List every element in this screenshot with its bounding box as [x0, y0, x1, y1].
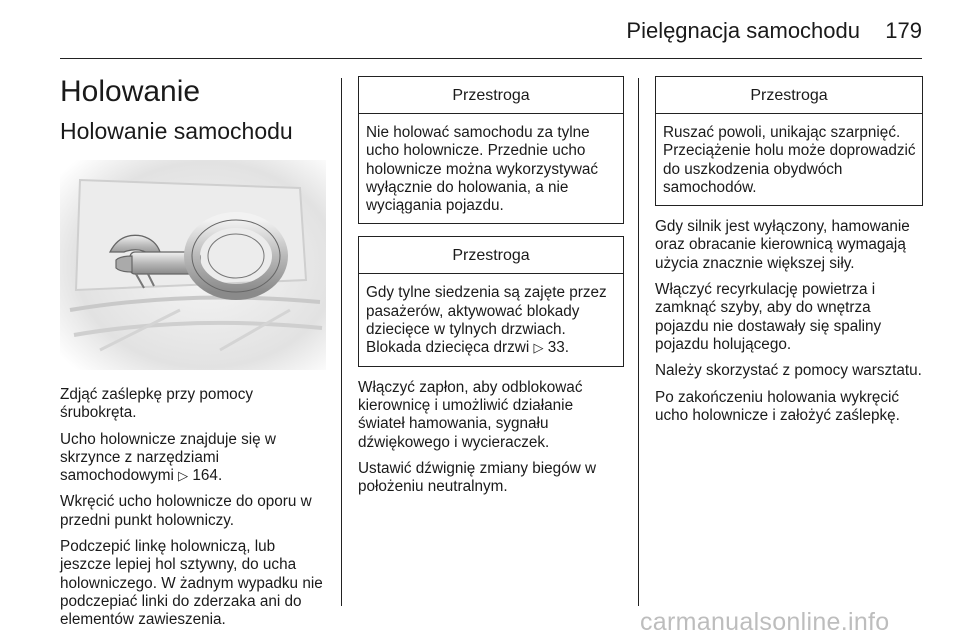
paragraph: Ustawić dźwignię zmiany biegów w położeniu neutralnym. — [358, 459, 597, 496]
column-3 — [655, 70, 923, 433]
paragraph: Podczepić linkę holowniczą, lub jeszcze lepiej hol sztywny, do ucha holowniczego. W żadnym wypadku nie podczepiać linki do zderzaka ani do elementów zawieszenia. — [60, 538, 323, 629]
caution-box — [358, 236, 624, 366]
paragraph: Włączyć recyrkulację powietrza i zamknąć szyby, aby do wnętrza pojazdu nie dostawały się spaliny pojazdu holującego. — [655, 281, 882, 353]
paragraph: Zdjąć zaślepkę przy pomocy śrubokręta. — [60, 386, 253, 422]
section-title: Pielęgnacja samochodu — [626, 18, 860, 43]
caution-title: Przestroga — [359, 237, 623, 274]
column-divider — [341, 78, 342, 606]
caution-title: Przestroga — [656, 77, 922, 114]
header-divider — [60, 58, 922, 59]
page-header — [0, 0, 960, 60]
page-number: 179 — [885, 18, 922, 43]
tow-hook-illustration — [60, 160, 326, 370]
paragraph: Należy skorzystać z pomocy warsztatu. — [655, 362, 922, 380]
column-2 — [358, 70, 624, 504]
column-divider — [638, 78, 639, 606]
page-reference-arrow-icon: ▷ — [178, 468, 189, 484]
paragraph: Po zakończeniu holowania wykręcić ucho holownicze i założyć zaślepkę. — [655, 388, 900, 424]
paragraph: Wkręcić ucho holownicze do oporu w przedni punkt holowniczy. — [60, 493, 312, 529]
page-reference-arrow-icon: ▷ — [533, 340, 544, 356]
column-1 — [60, 70, 328, 638]
paragraph: Włączyć zapłon, aby odblokować kierownicę i umożliwić działanie świateł hamowania, sygnału dźwiękowego i wycieraczek. — [358, 378, 583, 451]
caution-box — [655, 76, 923, 206]
chapter-heading: Holowanie — [60, 75, 201, 108]
caution-text: Ruszać powoli, unikając szarpnięć. Przeciążenie holu może doprowadzić do uszkodzenia obydwóch samochodów. — [663, 124, 916, 196]
caution-text: Nie holować samochodu za tylne ucho holownicze. Przednie ucho holownicze można wykorzystywać wyłącznie do holowania, a nie wyciągania pojazdu. — [366, 124, 599, 215]
caution-text: Gdy tylne siedzenia są zajęte przez pasażerów, aktywować blokady dziecięce w tylnych drzwiach. Blokada dziecięca drzwi ▷ 33. — [366, 284, 607, 357]
caution-box — [358, 76, 624, 224]
section-heading: Holowanie samochodu — [60, 118, 293, 144]
paragraph: Ucho holownicze znajduje się w skrzynce z narzędziami samochodowymi ▷ 164. — [60, 430, 276, 485]
caution-title: Przestroga — [359, 77, 623, 114]
paragraph: Gdy silnik jest wyłączony, hamowanie oraz obracanie kierownicą wymagają użycia znacznie większej siły. — [655, 218, 910, 272]
watermark: carmanualsonline.info — [640, 608, 890, 636]
